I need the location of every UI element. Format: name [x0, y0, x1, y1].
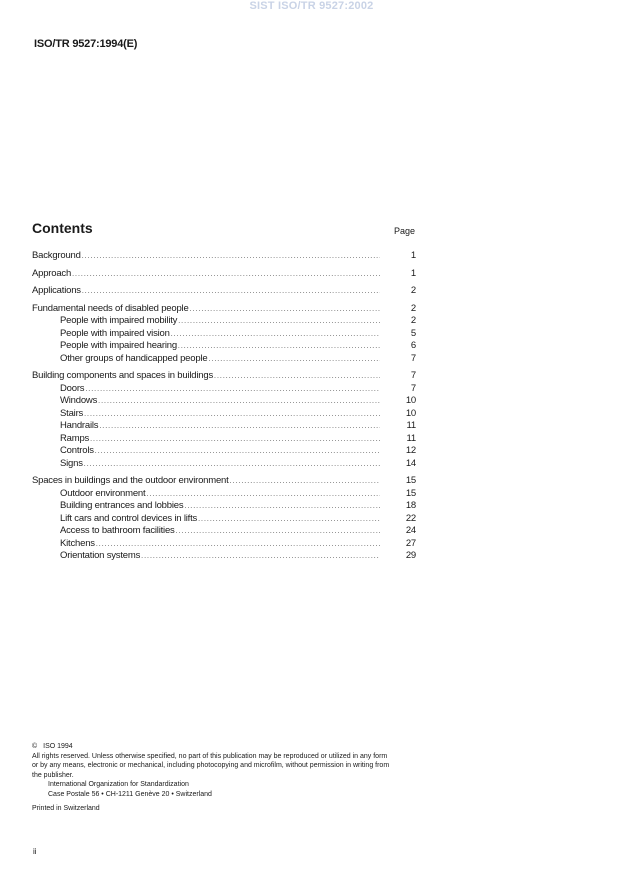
- toc-leader-dots: [208, 354, 380, 367]
- toc-subentry: [32, 340, 416, 353]
- toc-subentry: [32, 408, 416, 421]
- toc-entry-title: Fundamental needs of disabled people: [32, 302, 189, 314]
- toc-leader-dots: [190, 304, 380, 317]
- toc-entry-page: 7: [410, 370, 416, 381]
- toc-leader-dots: [84, 459, 380, 472]
- toc-entry-page: 22: [405, 512, 416, 524]
- toc-leader-dots: [176, 526, 380, 539]
- copyright-block: [32, 742, 392, 799]
- toc-entry-title: Background: [32, 250, 81, 261]
- toc-leader-dots: [99, 421, 380, 434]
- toc-group: [32, 268, 416, 281]
- organization-name: International Organization for Standardization: [48, 781, 189, 788]
- toc-entry-page: 14: [405, 457, 416, 469]
- toc-subentry: [32, 513, 416, 526]
- copyright-text: All rights reserved. Unless otherwise specified, no part of this publication may be reproduced or utilized in any form or by any means, electronic or mechanical, including photocopying and microfilm, without permission in writing from the publisher.: [32, 752, 390, 779]
- toc-entry-title: Lift cars and control devices in lifts: [60, 512, 198, 524]
- toc-leader-dots: [90, 434, 380, 447]
- toc-entry-page: 5: [410, 327, 416, 339]
- toc-entry-page: 11: [406, 420, 416, 431]
- document-id: ISO/TR 9527:1994(E): [34, 38, 138, 50]
- toc-entry-page: 2: [410, 315, 416, 326]
- toc-subentry: [32, 500, 416, 513]
- toc-subentry: [32, 420, 416, 433]
- toc-entry-title: Handrails: [60, 420, 99, 431]
- organization-address: Case Postale 56 • CH-1211 Genève 20 • Switzerland: [48, 790, 212, 798]
- copyright-owner: ISO 1994: [43, 743, 73, 750]
- toc-subentry: [32, 458, 416, 471]
- toc-subentry: [32, 433, 416, 446]
- toc-subentry: [32, 395, 416, 408]
- toc-entry-page: 1: [410, 267, 416, 279]
- toc-entry-page: 27: [405, 537, 416, 549]
- copyright-symbol: ©: [32, 743, 42, 750]
- toc-leader-dots: [85, 384, 380, 397]
- toc-leader-dots: [95, 446, 380, 459]
- contents-title: Contents: [32, 220, 93, 236]
- toc-subentry: [32, 550, 416, 563]
- toc-subentry: [32, 328, 416, 341]
- toc-entry-page: 15: [405, 475, 416, 486]
- toc-entry-page: 7: [410, 352, 416, 364]
- toc-entry-title: Windows: [60, 395, 98, 406]
- page-number: ii: [33, 847, 37, 856]
- toc-leader-dots: [72, 269, 380, 282]
- toc-leader-dots: [184, 501, 380, 514]
- toc-entry-title: Other groups of handicapped people: [60, 352, 208, 364]
- toc-leader-dots: [82, 251, 380, 264]
- toc-entry-title: People with impaired vision: [60, 327, 170, 339]
- toc-subentry: [32, 525, 416, 538]
- toc-leader-dots: [214, 371, 380, 384]
- toc-entry-title: Doors: [60, 382, 85, 394]
- toc-entry-page: 10: [405, 407, 416, 419]
- toc-group: [32, 250, 416, 263]
- toc-subentry: [32, 315, 416, 328]
- toc-leader-dots: [230, 476, 380, 489]
- toc-entry-page: 11: [406, 432, 416, 444]
- toc-entry-page: 6: [410, 340, 416, 351]
- toc-entry-page: 29: [405, 550, 416, 561]
- toc-entry-page: 15: [405, 487, 416, 499]
- toc-entry-title: Access to bathroom facilities: [60, 525, 175, 536]
- toc-entry: [32, 285, 416, 298]
- toc-leader-dots: [198, 514, 380, 527]
- toc-leader-dots: [178, 341, 380, 354]
- toc-entry-page: 18: [405, 500, 416, 511]
- toc-entry: [32, 250, 416, 263]
- toc-leader-dots: [84, 409, 380, 422]
- toc-entry: [32, 475, 416, 488]
- toc-entry-title: Orientation systems: [60, 550, 141, 561]
- toc-subentry: [32, 488, 416, 501]
- table-of-contents: [32, 250, 416, 568]
- toc-entry-title: Applications: [32, 285, 81, 296]
- toc-entry-title: Controls: [60, 445, 94, 456]
- toc-subentry: [32, 383, 416, 396]
- toc-entry: [32, 268, 416, 281]
- toc-entry-title: Approach: [32, 267, 72, 279]
- toc-entry-title: Ramps: [60, 432, 90, 444]
- toc-subentry: [32, 353, 416, 366]
- toc-entry-page: 2: [410, 285, 416, 296]
- toc-subentry: [32, 445, 416, 458]
- toc-group: [32, 285, 416, 298]
- toc-subentry: [32, 538, 416, 551]
- toc-entry: [32, 370, 416, 383]
- toc-group: [32, 475, 416, 563]
- toc-entry-title: Spaces in buildings and the outdoor environment: [32, 475, 229, 486]
- toc-entry-page: 24: [405, 525, 416, 536]
- toc-leader-dots: [98, 396, 380, 409]
- toc-entry-title: Stairs: [60, 407, 84, 419]
- toc-leader-dots: [178, 316, 380, 329]
- toc-entry-page: 10: [405, 395, 416, 406]
- toc-group: [32, 303, 416, 366]
- toc-leader-dots: [141, 551, 380, 564]
- toc-entry-title: Building entrances and lobbies: [60, 500, 184, 511]
- page-column-label: Page: [394, 226, 416, 236]
- toc-entry-title: People with impaired mobility: [60, 315, 178, 326]
- toc-group: [32, 370, 416, 470]
- printed-in: Printed in Switzerland: [32, 805, 100, 812]
- toc-entry-title: Outdoor environment: [60, 487, 146, 499]
- toc-entry-page: 12: [405, 445, 416, 456]
- toc-entry-page: 2: [410, 302, 416, 314]
- toc-leader-dots: [171, 329, 380, 342]
- toc-leader-dots: [82, 286, 380, 299]
- watermark: SIST ISO/TR 9527:2002: [249, 0, 374, 12]
- toc-entry: [32, 303, 416, 316]
- toc-entry-title: Kitchens: [60, 537, 95, 549]
- toc-entry-title: People with impaired hearing: [60, 340, 177, 351]
- toc-entry-title: Building components and spaces in buildings: [32, 370, 213, 381]
- toc-entry-page: 7: [410, 382, 416, 394]
- toc-entry-page: 1: [410, 250, 416, 261]
- toc-entry-title: Signs: [60, 457, 83, 469]
